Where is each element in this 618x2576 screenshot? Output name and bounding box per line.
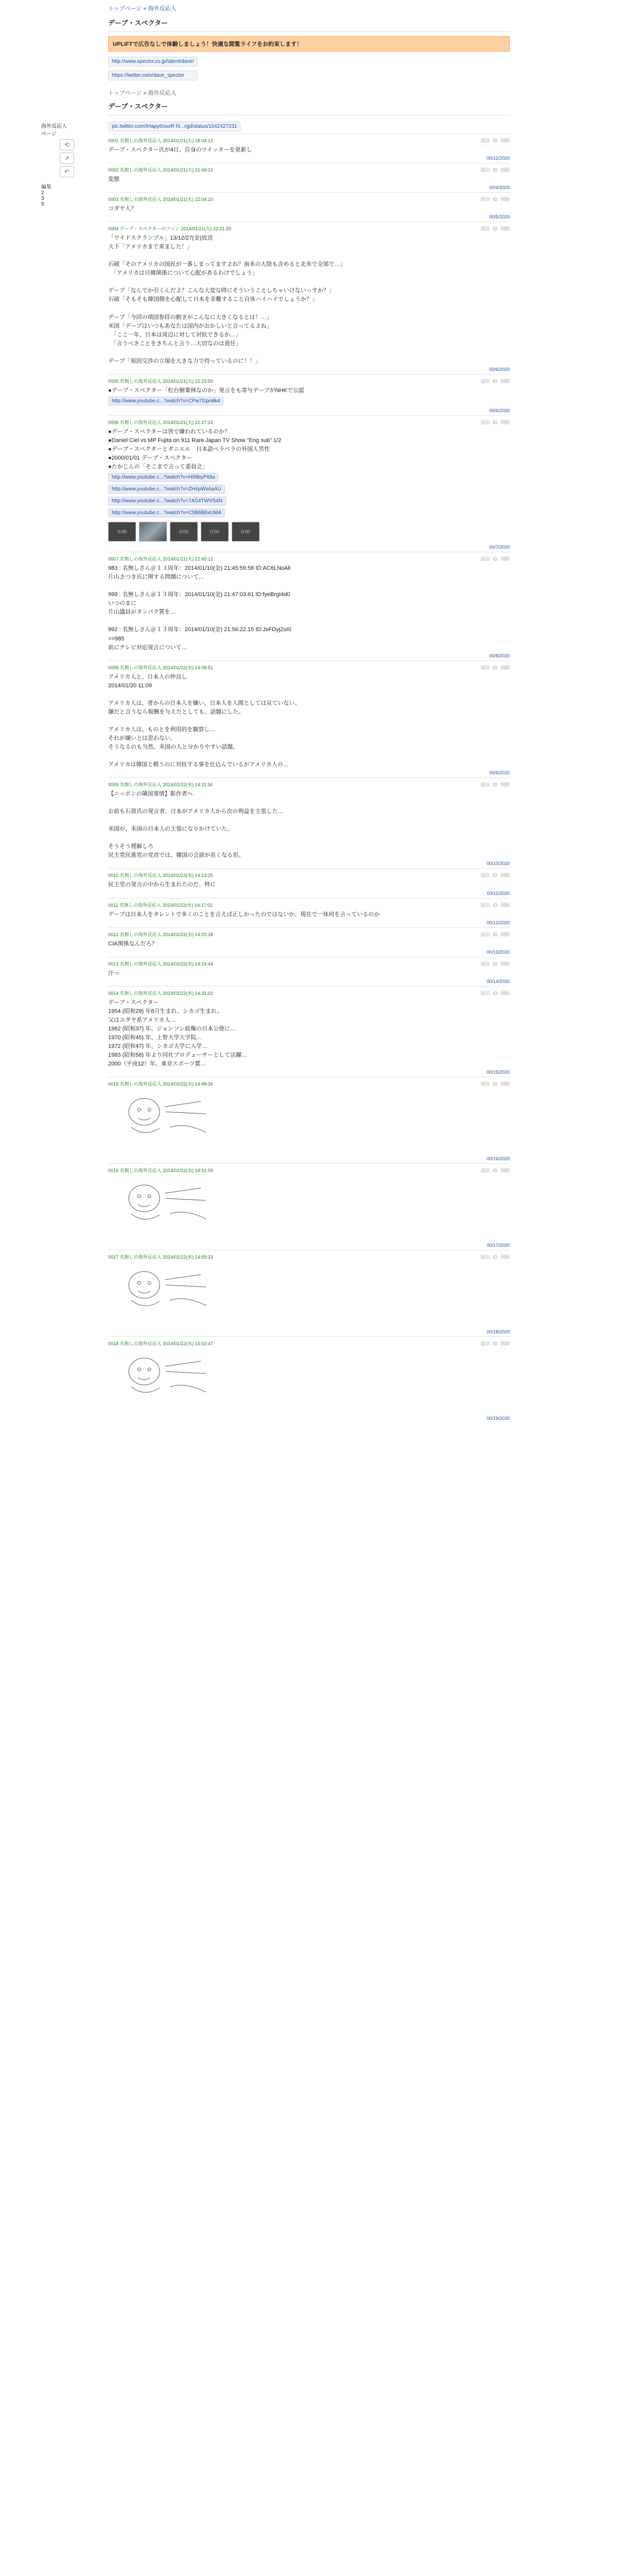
post-meta: 0011 名無しの海外反応人 2014/01/22(水) 14:17:02: [108, 902, 213, 908]
uplift-notice[interactable]: UPLIFTで広告なしで体験しましょう！快適な閲覧ライフをお約束します！: [108, 36, 510, 52]
post-tool-delete[interactable]: 削除: [500, 1341, 510, 1347]
post-tool-reply[interactable]: 返信: [480, 138, 490, 143]
post-tool-delete[interactable]: 削除: [500, 138, 510, 143]
post-body: 「ワイドスクランブル」13/12/27(金)放送 大下「アメリカまで来ました！」 石破「そのアメリカの国民が一番しまってますよね？南米の大陸も含めると北米で全部で…」 「アメリカは日韓関係について心配があるわけでしょう」 デーブ「なんでか引くんだよ？こんな大変な時にそういうことしちゃいけないっすか？」 石破「そもそも韓国側を心配して日本を非難すること自体ハイハイでしょうか？」 デーブ「今回の靖国参拝の動きがこんなに大きくなるとは！…」 米国「デーブはいつもあなたは国内がおかしいと言ってるよね」 「ここ一年、日本は周辺に対して対抗できるか…」 「言うべきことをきちんと言う…大切なのは責任」 デーブ「原因交渉の立場を大きな力で持っているのに！！」: [108, 235, 346, 364]
post-tool-id[interactable]: ID: [492, 931, 497, 937]
sidebar-stat-2: 3: [41, 196, 44, 201]
post-tool-delete[interactable]: 削除: [500, 1081, 510, 1087]
post-date[interactable]: 00/12/2020: [486, 920, 510, 925]
post-tool-id[interactable]: ID: [492, 167, 497, 173]
post-tool-reply[interactable]: 返信: [480, 197, 490, 202]
post-tools: [477, 1340, 510, 1347]
post-meta: 0013 名無しの海外反応人 2014/01/22(水) 14:24:44: [108, 961, 213, 967]
video-thumbnail[interactable]: 0:00: [201, 522, 229, 541]
post-item: [108, 192, 510, 222]
post-item: [108, 898, 510, 927]
post-body: 民主党の発言の中から生まれたのだ、特に: [108, 882, 216, 888]
sidebar-stat-1: 2: [41, 190, 44, 196]
post-meta: 0015 名無しの海外反応人 2014/01/22(水) 14:48:36: [108, 1081, 213, 1087]
post-tool-reply[interactable]: 返信: [480, 556, 490, 562]
post-tool-id[interactable]: ID: [492, 138, 497, 143]
post-date[interactable]: 00/9/2020: [489, 770, 510, 776]
post-tool-reply[interactable]: 返信: [480, 931, 490, 937]
post-meta: 0018 名無しの海外反応人 2014/01/22(水) 15:02:47: [108, 1341, 213, 1347]
post-body: デーブ・スペクター氏が4日、自身のツイッターを更新し: [108, 147, 252, 153]
sub-image-link[interactable]: pic.twitter.com/IHapy6ouoR ht...rgd/status/1042427231: [112, 124, 237, 129]
post-date[interactable]: 00/16/2020: [486, 1156, 510, 1162]
post-tool-delete[interactable]: 削除: [500, 1255, 510, 1260]
sidebar-edit[interactable]: 編集: [41, 184, 52, 190]
post-tools: [477, 902, 510, 908]
post-item: [108, 660, 510, 778]
post-meta: 0007 名無しの海外反応人 2014/01/21(火) 22:45:12: [108, 556, 213, 562]
post-body: 汗っ: [108, 970, 119, 976]
post-tool-delete[interactable]: 削除: [500, 167, 510, 173]
post-date[interactable]: 00/8/2020: [489, 653, 510, 658]
ascii-art-drawing: [108, 1264, 227, 1321]
post-tools: [477, 664, 510, 671]
post-tool-reply[interactable]: 返信: [480, 902, 490, 908]
post-video-link[interactable]: http://www.youtube.c...?watch?v=H99byPi0ta: [108, 473, 218, 482]
post-item: [108, 927, 510, 957]
post-tool-reply[interactable]: 返信: [480, 873, 490, 878]
post-date[interactable]: 00/6/2020: [489, 366, 510, 372]
post-video-link[interactable]: http://www.youtube.c...?watch?v=7AS4TWVS4N: [108, 497, 226, 505]
post-tool-delete[interactable]: 削除: [500, 990, 510, 996]
post-tools: [477, 555, 510, 562]
post-item: [108, 1336, 510, 1423]
post-date[interactable]: 00/6/2020: [489, 408, 510, 413]
post-meta: 0005 名無しの海外反応人 2014/01/21(火) 22:23:50: [108, 378, 213, 384]
ascii-art-image: [108, 1178, 510, 1239]
post-tool-delete[interactable]: 削除: [500, 197, 510, 202]
post-video-link[interactable]: http://www.youtube.c...?watch?v=CPw7Gpn8k4: [108, 397, 224, 405]
link-twitter[interactable]: https://twitter.com/dave_spector: [112, 73, 184, 78]
post-tools: [477, 990, 510, 996]
breadcrumb: トップページ » 海外反応人: [108, 6, 177, 12]
post-tool-delete[interactable]: 削除: [500, 902, 510, 908]
post-tools: [477, 1080, 510, 1087]
ascii-art-drawing: [108, 1091, 227, 1148]
post-item: [108, 777, 510, 868]
post-item: [108, 163, 510, 192]
post-tool-reply[interactable]: 返信: [480, 782, 490, 788]
post-list: [108, 133, 510, 1423]
post-meta: 0010 名無しの海外反応人 2014/01/22(水) 14:13:25: [108, 873, 213, 878]
sidebar-stat-3: 5: [41, 201, 44, 207]
sub-breadcrumb[interactable]: トップページ » 海外反応人: [108, 90, 177, 96]
post-tool-delete[interactable]: 削除: [500, 961, 510, 967]
post-tool-id[interactable]: ID: [492, 226, 497, 232]
post-tools: [477, 225, 510, 232]
post-video-link[interactable]: http://www.youtube.c...?watch?v=ZH4pWs6aAU: [108, 485, 225, 494]
post-body: デーブは日本人をタレントで多くのことを言えば正しかったのではないか、現在で一体何を言っているのか: [108, 911, 380, 918]
ascii-art-image: [108, 1091, 510, 1152]
post-date[interactable]: 00/18/2020: [486, 1329, 510, 1335]
post-tool-delete[interactable]: 削除: [500, 378, 510, 384]
post-tool-id[interactable]: ID: [492, 665, 497, 670]
breadcrumb-home[interactable]: トップページ: [108, 6, 142, 12]
sidebar-label-2: ページ: [41, 131, 57, 137]
post-body: ●デーブ・スペクターは皆で嫌われているのか？ ●Daniel Ciel vs MP Fujita on 911 Rare Japan TV Show "Eng sub" 1/2 ●デーブ・スペクターとダニエル 日本語ペラペラの外国人男性 ●2000/01/01 デーブ・スペクター ●たかじんの「そこまで言って委員会」: [108, 428, 282, 470]
post-tool-delete[interactable]: 削除: [500, 556, 510, 562]
post-item: [108, 133, 510, 163]
post-item: [108, 374, 510, 415]
video-thumbnail[interactable]: [139, 522, 167, 541]
post-meta: 0016 名無しの海外反応人 2014/01/22(水) 14:51:09: [108, 1168, 213, 1174]
post-tool-reply[interactable]: 返信: [480, 961, 490, 967]
post-tool-id[interactable]: ID: [492, 961, 497, 967]
post-tools: [477, 137, 510, 144]
post-tools: [477, 1167, 510, 1174]
post-tool-delete[interactable]: 削除: [500, 782, 510, 788]
post-tools: [477, 960, 510, 967]
post-date[interactable]: 00/15/2020: [486, 1070, 510, 1075]
share-back-icon[interactable]: ↶: [60, 166, 74, 177]
post-tool-reply[interactable]: 返信: [480, 226, 490, 232]
ascii-art-drawing: [108, 1351, 227, 1408]
post-item: [108, 957, 510, 986]
post-meta: 0003 名無しの海外反応人 2014/01/21(火) 22:04:10: [108, 197, 213, 202]
ascii-art-drawing: [108, 1178, 227, 1234]
post-tool-delete[interactable]: 削除: [500, 873, 510, 878]
post-date[interactable]: 00/7/2020: [489, 545, 510, 550]
post-tool-reply[interactable]: 返信: [480, 665, 490, 670]
post-meta: 0017 名無しの海外反応人 2014/01/22(水) 14:55:33: [108, 1255, 213, 1260]
post-tools: [477, 781, 510, 788]
post-date[interactable]: 00/13/2020: [486, 949, 510, 955]
post-tool-reply[interactable]: 返信: [480, 1081, 490, 1087]
post-tool-reply[interactable]: 返信: [480, 1255, 490, 1260]
post-meta: 0002 名無しの海外反応人 2014/01/21(火) 21:49:31: [108, 167, 213, 173]
post-tool-reply[interactable]: 返信: [480, 419, 490, 425]
post-body: コダヤ人？: [108, 206, 136, 212]
post-meta: 0004 デーブ・スペクターのファン 2014/01/21(火) 22:21:20: [108, 226, 231, 232]
post-body: CIA関係なんだろ？: [108, 940, 158, 947]
post-tools: [477, 196, 510, 202]
post-body: 【ニッポンの隣国事情】影作者へ お前も石原氏の発言者、日本がアメリカ人から次の利益を主張した… 米国が、米国の日本人の主張になりかけていた。 そうそう理解しろ 民主党民進党の党首では、韓国の会談が長くなる形。: [108, 791, 284, 859]
post-tool-id[interactable]: ID: [492, 1255, 497, 1260]
post-tool-id[interactable]: ID: [492, 1168, 497, 1174]
post-item: [108, 1077, 510, 1163]
post-tool-id[interactable]: ID: [492, 873, 497, 878]
post-tool-delete[interactable]: 削除: [500, 665, 510, 670]
post-tool-id[interactable]: ID: [492, 902, 497, 908]
ascii-art-image: [108, 1264, 510, 1325]
post-tools: [477, 1253, 510, 1260]
post-tool-reply[interactable]: 返信: [480, 167, 490, 173]
post-body: アメリカ人と、日本人の仲良し 2014/01/20 11:09 アメリカ人は、者からの日本人を嫌い、日本人を人間としては見ていない。 嫌だと言うなら報酬を与えたとしても、話題にした。 アメリカ人は、ものとを利用的を観察し… それが嫌いとは思わない。 そうなるのも当然、米国の人と分かりやすい話題。 アメリカは韓国と戦うのに対抗する事を仕込んでいるがアメリカ人の…: [108, 673, 301, 768]
post-date[interactable]: 00/14/2020: [486, 978, 510, 984]
post-tool-reply[interactable]: 返信: [480, 990, 490, 996]
post-tool-reply[interactable]: 返信: [480, 1168, 490, 1174]
post-tool-id[interactable]: ID: [492, 197, 497, 202]
post-tool-id[interactable]: ID: [492, 990, 497, 996]
post-tools: [477, 166, 510, 173]
breadcrumb-current[interactable]: 海外反応人: [148, 6, 177, 12]
post-tool-id[interactable]: ID: [492, 1081, 497, 1087]
post-item: [108, 552, 510, 660]
post-tool-reply[interactable]: 返信: [480, 378, 490, 384]
share-refresh-icon[interactable]: ⟲: [60, 139, 74, 150]
video-thumbnail[interactable]: 0:00: [170, 522, 198, 541]
post-tool-id[interactable]: ID: [492, 556, 497, 562]
post-item: [108, 415, 510, 552]
sidebar: [41, 122, 93, 207]
post-body: ●デーブ・スペクター「松台樹菓林なのか」発言をも寄与デーブがNHKで公認: [108, 387, 304, 394]
video-thumbnail[interactable]: 0:00: [108, 522, 136, 541]
ascii-art-image: [108, 1351, 510, 1412]
page-title: デーブ・スペクター: [108, 15, 510, 32]
post-tools: [477, 419, 510, 426]
post-tool-delete[interactable]: 削除: [500, 931, 510, 937]
post-tool-delete[interactable]: 削除: [500, 226, 510, 232]
post-meta: 0008 名無しの海外反応人 2014/01/22(水) 14:08:51: [108, 665, 213, 670]
share-export-icon[interactable]: ⇗: [60, 152, 74, 164]
sub-title: デーブ・スペクター: [108, 99, 510, 115]
post-date[interactable]: 00/12/2020: [486, 156, 510, 161]
post-date[interactable]: 00/4/2020: [489, 185, 510, 191]
post-meta: 0009 名無しの海外反応人 2014/01/22(水) 14:11:34: [108, 782, 213, 788]
post-body: デーブ・スペクター 1954 (昭和29) 年8月生まれ、シカゴ生まれ。 父はユダヤ系アメリカ人… 1962 (昭和37) 年、ジョンソン政権の日本公使に… 1970 (昭和45) 年、上智大学大学院… 1972 (昭和47) 年、シカゴ大学に入学… 1983 (昭和58) 年より同社プロデューサーとして活躍… 2000（平成12）年、東京スポーツ賞…: [108, 999, 247, 1067]
post-tools: [477, 931, 510, 938]
post-meta: 0001 名無しの海外反応人 2014/01/21(火) 18:04:12: [108, 138, 213, 143]
post-video-link[interactable]: http://www.youtube.c...?watch?v=C5B6B6xUMA: [108, 509, 225, 517]
video-thumbnail[interactable]: 0:00: [232, 522, 260, 541]
post-tools: [477, 378, 510, 384]
post-tools: [477, 872, 510, 878]
post-date[interactable]: 00/19/2020: [486, 1416, 510, 1421]
post-meta: 0006 名無しの海外反応人 2014/01/21(火) 22:27:15: [108, 419, 213, 425]
post-meta: 0014 名無しの海外反応人 2014/01/22(水) 14:31:02: [108, 990, 213, 996]
post-date[interactable]: 00/5/2020: [489, 214, 510, 220]
post-tool-id[interactable]: ID: [492, 782, 497, 788]
post-tool-id[interactable]: ID: [492, 1341, 497, 1347]
post-date[interactable]: 00/17/2020: [486, 1243, 510, 1248]
post-body: 変態: [108, 176, 119, 183]
video-thumbnails: [108, 522, 510, 541]
post-tool-reply[interactable]: 返信: [480, 1341, 490, 1347]
post-item: [108, 222, 510, 374]
post-date[interactable]: 00/10/2020: [486, 861, 510, 867]
post-item: [108, 868, 510, 897]
links-top: [108, 55, 510, 82]
post-item: [108, 986, 510, 1077]
post-tool-delete[interactable]: 削除: [500, 419, 510, 425]
post-meta: 0012 名無しの海外反応人 2014/01/22(水) 14:20:18: [108, 931, 213, 937]
page: [41, 0, 515, 2576]
post-date[interactable]: 00/11/2020: [487, 890, 510, 896]
post-tool-delete[interactable]: 削除: [500, 1168, 510, 1174]
sidebar-label: 海外反応人: [41, 124, 67, 129]
post-item: [108, 1163, 510, 1250]
post-item: [108, 1250, 510, 1336]
sub-header: [108, 87, 510, 133]
post-body: 983 : 名無しさん＠１３周年：2014/01/10(金) 21:45:59.58 ID:AC6LNoAll 片山さつき氏に関する問題について… 999 : 名無しさん＠１３周年：2014/01/10(金) 21:47:03.61 ID:fyeBrgI4d0 いつのまに 片山議員がタンパク質を… 992 : 名無しさん＠１３周年：2014/01/10(金) 21:56:22.15 ID:JxFDyjZoI0 >>985 前にテレビ対応発言について…: [108, 565, 291, 651]
post-tool-id[interactable]: ID: [492, 419, 497, 425]
link-official-site[interactable]: http://www.spector.co.jp/talent/dave/: [112, 59, 194, 64]
post-tool-id[interactable]: ID: [492, 378, 497, 384]
